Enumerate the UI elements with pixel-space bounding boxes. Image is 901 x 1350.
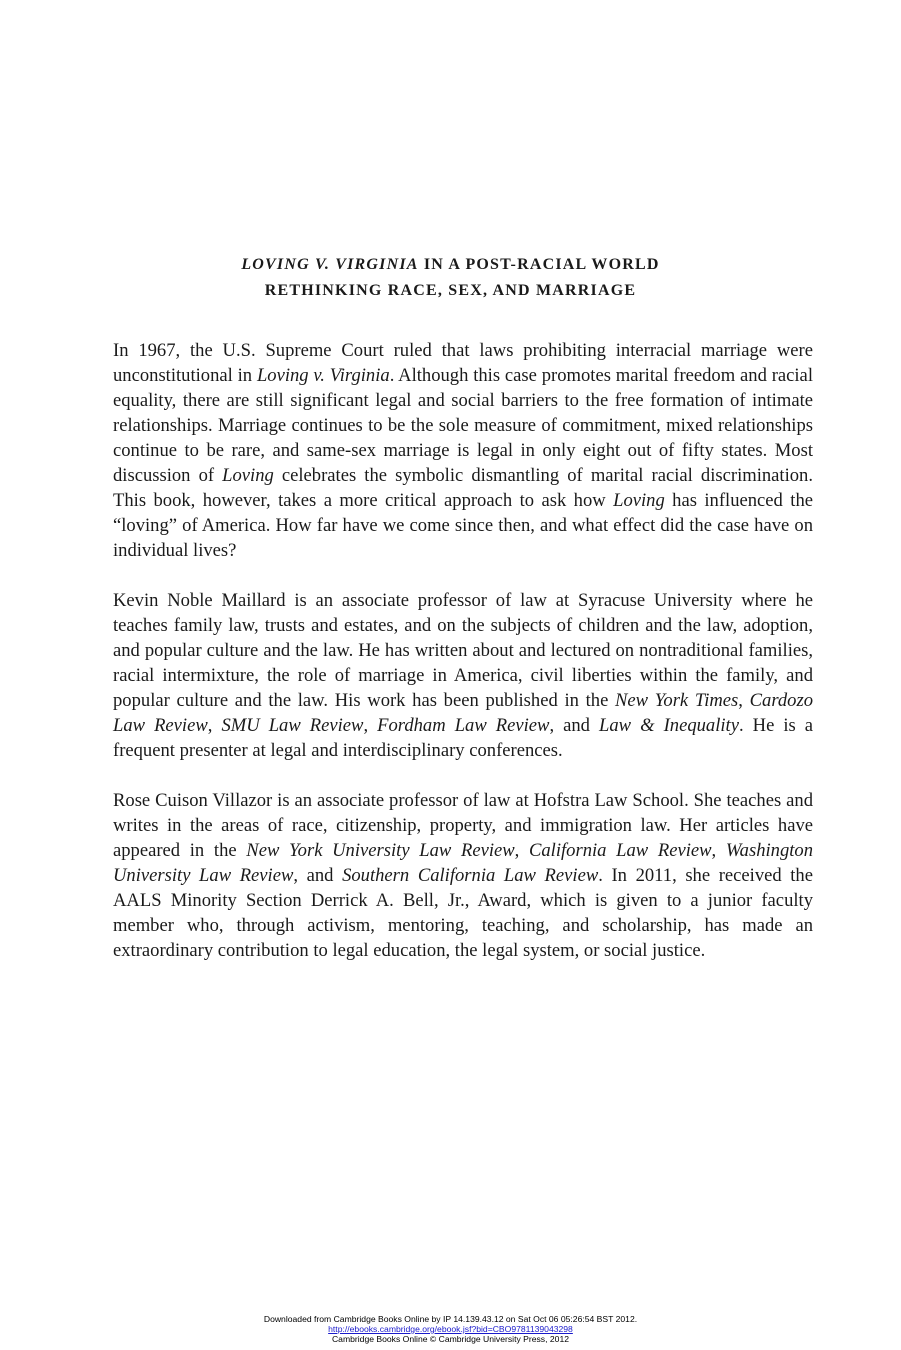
paragraph-text: ,: [363, 715, 378, 736]
italic-title-text: California Law Review: [528, 840, 712, 861]
italic-title-text: Southern California Law Review: [342, 865, 599, 886]
footer-download-line: Downloaded from Cambridge Books Online by IP 14.139.43.12 on Sat Oct 06 05:26:54 BST 2012.: [263, 1314, 638, 1324]
italic-title-text: Loving v. Virginia: [256, 365, 390, 386]
blurb-body: [113, 338, 813, 988]
paragraph-text: , and: [293, 865, 343, 886]
paragraph-text: . He is a frequent presenter at legal and interdisciplinary conferences.: [113, 715, 814, 761]
italic-title-text: Fordham Law Review: [377, 715, 550, 736]
title-line-1-rest: IN A POST-RACIAL WORLD: [418, 256, 660, 273]
italic-title-text: Loving: [613, 490, 665, 511]
download-footer: [0, 1314, 901, 1344]
italic-title-text: Loving: [222, 465, 274, 486]
paragraph-summary: [113, 338, 813, 563]
paragraph-text: In 1967, the U.S. Supreme Court ruled that laws prohibiting interracial marriage were unconstitutional in: [113, 340, 813, 386]
italic-title-text: New York Times: [615, 690, 739, 711]
paragraph-text: , and: [549, 715, 600, 736]
paragraph-text: Kevin Noble Maillard is an associate professor of law at Syracuse University where he teaches family law, trusts and estates, and on the subjects of children and the law, adoption, and popular culture and the law. He has written about and lectured on nontraditional families, racial intermixture, the role of marriage in America, civil liberties within the family, and popular culture and the law. His work has been published in the: [113, 590, 813, 711]
italic-title-text: SMU Law Review: [221, 715, 364, 736]
paragraph-text: ,: [738, 690, 750, 711]
title-line-1: [0, 252, 901, 278]
paragraph-text: has influenced the “loving” of America. How far have we come since then, and what effect did the case have on individual lives?: [113, 490, 813, 561]
title-case-name: LOVING V. VIRGINIA: [241, 256, 419, 273]
italic-title-text: Washington University Law Review: [113, 840, 814, 886]
italic-title-text: Cardozo Law Review: [113, 690, 813, 736]
paragraph-text: . Although this case promotes marital freedom and racial equality, there are still significant legal and social barriers to the free formation of intimate relationships. Marriage continues to be the sole measure of commitment, mixed relationships continue to be rare, and same-sex marriage is legal in only eight out of fifty states. Most discussion of: [113, 365, 813, 486]
paragraph-text: ,: [207, 715, 222, 736]
italic-title-text: New York University Law Review: [246, 840, 515, 861]
footer-link[interactable]: http://ebooks.cambridge.org/ebook.jsf?bid=CBO9781139043298: [328, 1324, 573, 1334]
paragraph-author-maillard: [113, 588, 813, 763]
paragraph-text: ,: [514, 840, 529, 861]
paragraph-author-villazor: [113, 788, 813, 963]
book-title: [0, 252, 901, 304]
subtitle: RETHINKING RACE, SEX, AND MARRIAGE: [264, 282, 637, 299]
paragraph-text: Rose Cuison Villazor is an associate professor of law at Hofstra Law School. She teaches and writes in the areas of race, citizenship, property, and immigration law. Her articles have appeared in the: [113, 790, 813, 861]
italic-title-text: Law & Inequality: [599, 715, 739, 736]
paragraph-text: ,: [711, 840, 726, 861]
paragraph-text: celebrates the symbolic dismantling of marital racial discrimination. This book, however, takes a more critical approach to ask how: [113, 465, 813, 511]
paragraph-text: . In 2011, she received the AALS Minority Section Derrick A. Bell, Jr., Award, which is given to a junior faculty member who, through activism, mentoring, teaching, and scholarship, has made an extraordinary contribution to legal education, the legal system, or social justice.: [113, 865, 813, 961]
footer-copyright: Cambridge Books Online © Cambridge University Press, 2012: [331, 1334, 570, 1344]
